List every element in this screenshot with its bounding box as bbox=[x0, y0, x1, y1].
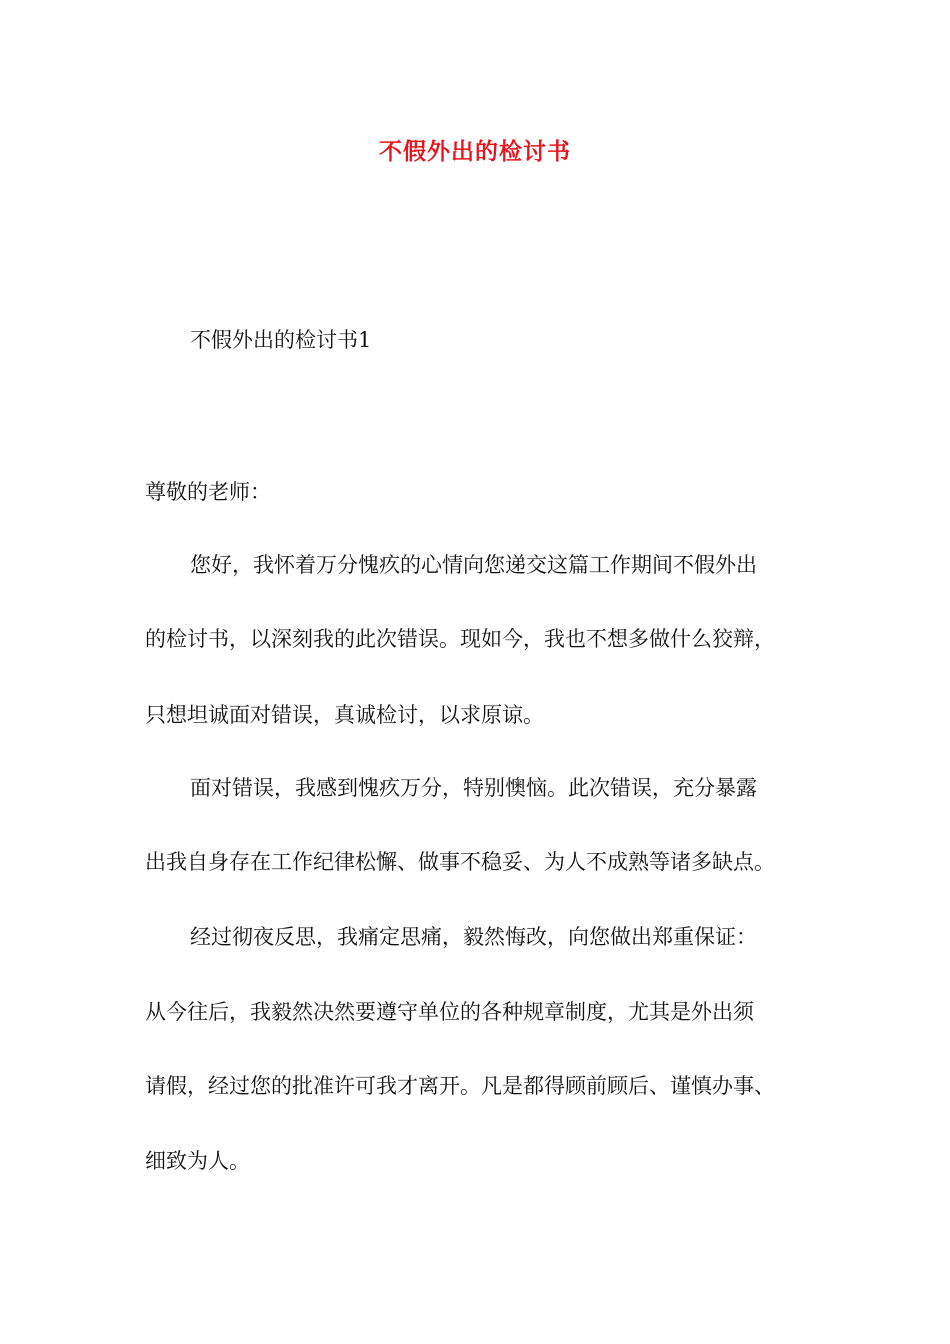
paragraph-line: 出我自身存在工作纪律松懈、做事不稳妥、为人不成熟等诸多缺点。 bbox=[145, 850, 775, 874]
paragraph-line: 面对错误，我感到愧疚万分，特别懊恼。此次错误，充分暴露 bbox=[190, 776, 757, 800]
paragraph-line: 请假，经过您的批准许可我才离开。凡是都得顾前顾后、谨慎办事、 bbox=[145, 1074, 775, 1098]
section-subtitle: 不假外出的检讨书1 bbox=[190, 328, 372, 352]
paragraph-line: 您好，我怀着万分愧疚的心情向您递交这篇工作期间不假外出 bbox=[190, 553, 757, 577]
paragraph-line: 从今往后，我毅然决然要遵守单位的各种规章制度，尤其是外出须 bbox=[145, 1000, 754, 1024]
greeting: 尊敬的老师： bbox=[145, 480, 271, 504]
paragraph-line: 只想坦诚面对错误，真诚检讨，以求原谅。 bbox=[145, 703, 544, 727]
paragraph-line: 细致为人。 bbox=[145, 1149, 250, 1173]
paragraph-line: 经过彻夜反思，我痛定思痛，毅然悔改，向您做出郑重保证： bbox=[190, 925, 757, 949]
paragraph-line: 的检讨书，以深刻我的此次错误。现如今，我也不想多做什么狡辩， bbox=[145, 627, 775, 651]
document-title: 不假外出的检讨书 bbox=[379, 139, 571, 165]
